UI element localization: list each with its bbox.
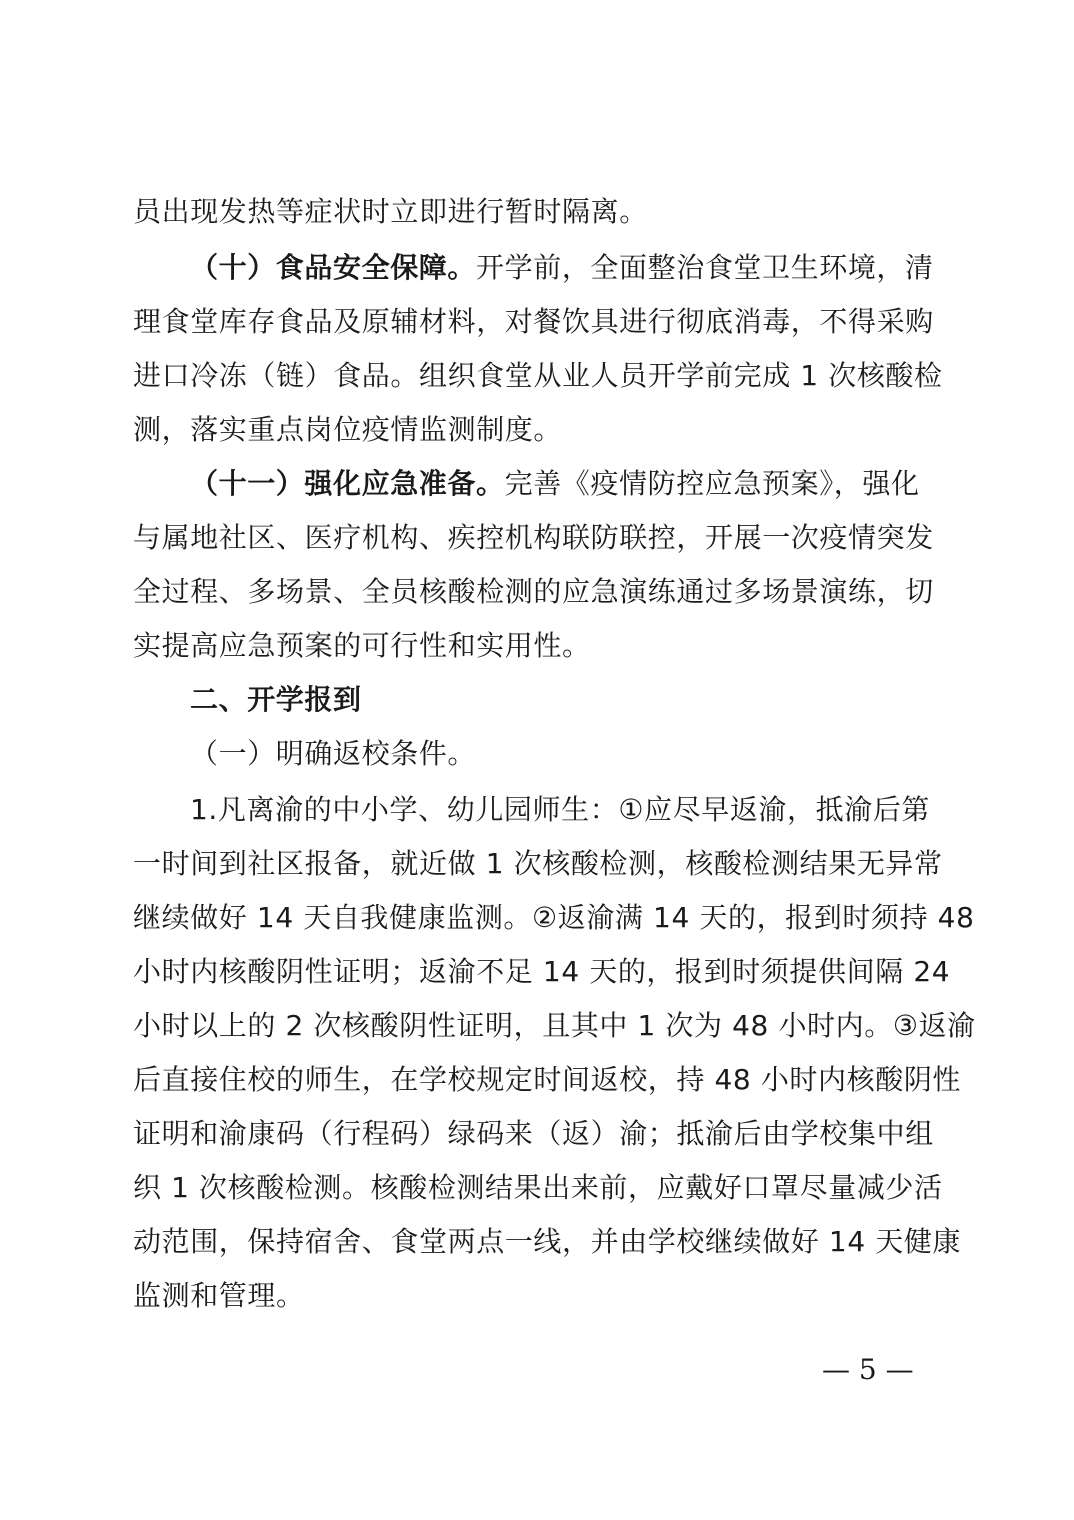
text-line: 后直接住校的师生，在学校规定时间返校，持 48 小时内核酸阴性 <box>133 1063 962 1096</box>
text-line: 1.凡离渝的中小学、幼儿园师生：①应尽早返渝，抵渝后第 <box>190 793 931 826</box>
text-line: 织 1 次核酸检测。核酸检测结果出来前，应戴好口罩尽量减少活 <box>133 1171 943 1204</box>
paragraph-11-label: （十一）强化应急准备。 <box>190 467 505 500</box>
section-heading: 二、开学报到 <box>190 683 362 716</box>
text-line: 小时以上的 2 次核酸阴性证明，且其中 1 次为 48 小时内。③返渝 <box>133 1009 976 1042</box>
paragraph-11-first-line <box>190 466 920 502</box>
text-fragment: 清 <box>905 251 934 284</box>
paragraph-10-first-line <box>190 250 934 286</box>
text-line: 证明和渝康码（行程码）绿码来（返）渝；抵渝后由学校集中组 <box>133 1117 934 1150</box>
text-line: 一时间到社区报备，就近做 1 次核酸检测，核酸检测结果无异常 <box>133 847 943 880</box>
text-line: 继续做好 14 天自我健康监测。②返渝满 14 天的，报到时须持 48 <box>133 901 975 934</box>
text-line: 动范围，保持宿舍、食堂两点一线，并由学校继续做好 14 天健康 <box>133 1225 962 1258</box>
text-line: 小时内核酸阴性证明；返渝不足 14 天的，报到时须提供间隔 24 <box>133 955 951 988</box>
text-line: 测，落实重点岗位疫情监测制度。 <box>133 413 563 446</box>
text-line: 进口冷冻（链）食品。组织食堂从业人员开学前完成 1 次核酸检 <box>133 359 943 392</box>
text-line: 实提高应急预案的可行性和实用性。 <box>133 629 591 662</box>
text-line: 与属地社区、医疗机构、疾控机构联防联控，开展一次疫情突发 <box>133 521 934 554</box>
text-line: 理食堂库存食品及原辅材料，对餐饮具进行彻底消毒，不得采购 <box>133 305 934 338</box>
text-fragment: 强化 <box>862 467 920 500</box>
text-line: 员出现发热等症状时立即进行暂时隔离。 <box>133 195 648 228</box>
paragraph-10-text: 开学前，全面整治食堂卫生环境， <box>476 251 906 284</box>
page-number: — 5 — <box>822 1353 914 1386</box>
text-line: 全过程、多场景、全员核酸检测的应急演练通过多场景演练，切 <box>133 575 934 608</box>
text-line: 监测和管理。 <box>133 1279 305 1312</box>
paragraph-11-text: 完善《疫情防控应急预案》， <box>504 467 863 500</box>
paragraph-10-label: （十）食品安全保障。 <box>190 251 477 284</box>
subsection-heading: （一）明确返校条件。 <box>190 737 477 770</box>
